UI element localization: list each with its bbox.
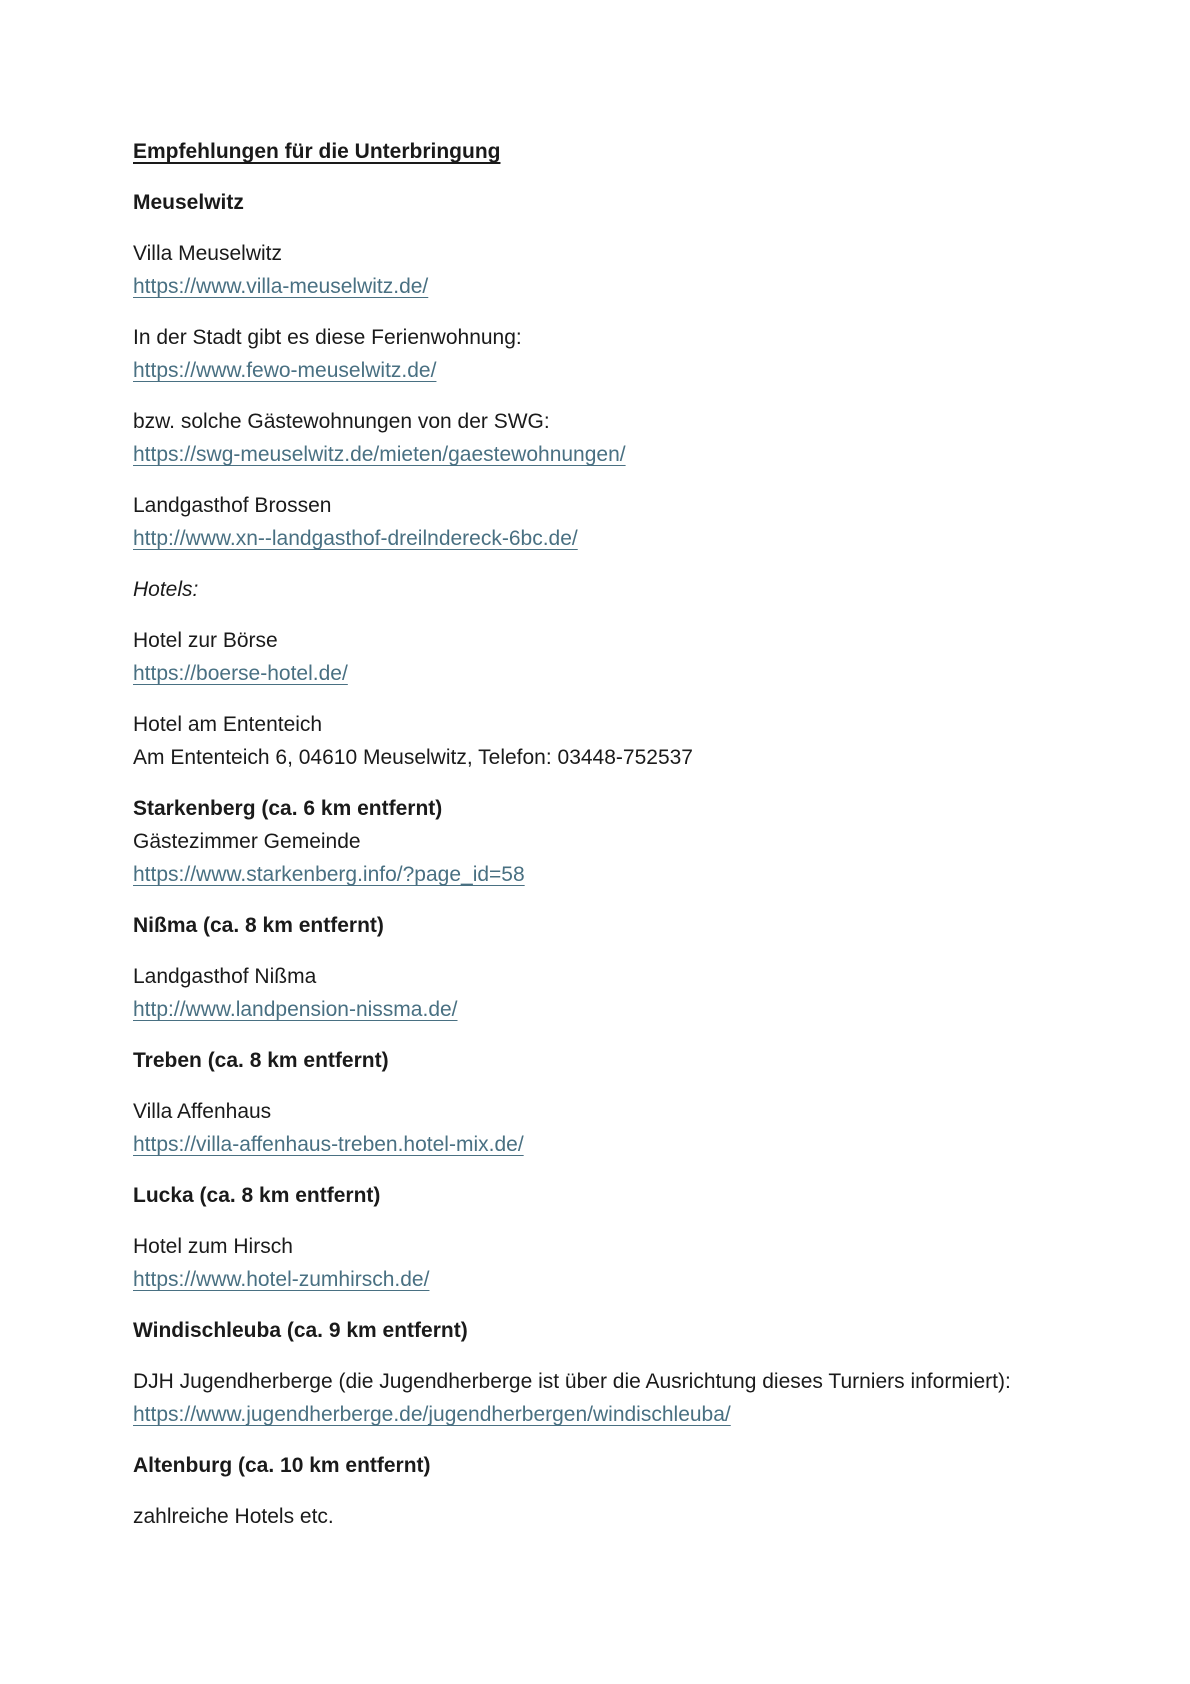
section-heading-meuselwitz: Meuselwitz	[133, 191, 244, 214]
entry-landgasthof-brossen-name: Landgasthof Brossen	[133, 494, 332, 517]
entry-villa-affenhaus	[133, 1095, 1057, 1161]
section-heading-starkenberg: Starkenberg (ca. 6 km entfernt)	[133, 797, 443, 820]
entry-swg-gaestewohnungen	[133, 405, 1057, 471]
link-fewo-meuselwitz[interactable]: https://www.fewo-meuselwitz.de/	[133, 359, 437, 382]
entry-ferienwohnung-intro: In der Stadt gibt es diese Ferienwohnung:	[133, 326, 522, 349]
entry-landgasthof-nissma	[133, 960, 1057, 1026]
entry-hotel-zum-hirsch-name: Hotel zum Hirsch	[133, 1235, 293, 1258]
link-jugendherberge-windischleuba[interactable]: https://www.jugendherberge.de/jugendherbergen/windischleuba/	[133, 1403, 731, 1426]
section-heading-altenburg: Altenburg (ca. 10 km entfernt)	[133, 1454, 431, 1477]
document-title: Empfehlungen für die Unterbringung	[133, 140, 501, 163]
entry-hotel-am-ententeich	[133, 708, 1057, 774]
link-swg-meuselwitz[interactable]: https://swg-meuselwitz.de/mieten/gaestewohnungen/	[133, 443, 626, 466]
entry-djh-jugendherberge-text: DJH Jugendherberge (die Jugendherberge ist über die Ausrichtung dieses Turniers informiert):	[133, 1370, 1011, 1393]
section-heading-treben: Treben (ca. 8 km entfernt)	[133, 1049, 389, 1072]
entry-swg-intro: bzw. solche Gästewohnungen von der SWG:	[133, 410, 550, 433]
link-villa-affenhaus[interactable]: https://villa-affenhaus-treben.hotel-mix.de/	[133, 1133, 524, 1156]
entry-villa-meuselwitz-name: Villa Meuselwitz	[133, 242, 282, 265]
entry-ferienwohnung	[133, 321, 1057, 387]
entry-hotel-zur-boerse-name: Hotel zur Börse	[133, 629, 278, 652]
entry-villa-meuselwitz	[133, 237, 1057, 303]
section-starkenberg	[133, 792, 1057, 891]
entry-villa-affenhaus-name: Villa Affenhaus	[133, 1100, 272, 1123]
link-boerse-hotel[interactable]: https://boerse-hotel.de/	[133, 662, 348, 685]
link-villa-meuselwitz[interactable]: https://www.villa-meuselwitz.de/	[133, 275, 429, 298]
entry-hotel-am-ententeich-name: Hotel am Ententeich	[133, 713, 323, 736]
entry-hotel-am-ententeich-address: Am Ententeich 6, 04610 Meuselwitz, Telefon: 03448-752537	[133, 746, 693, 769]
entry-hotel-zur-boerse	[133, 624, 1057, 690]
section-heading-nissma: Nißma (ca. 8 km entfernt)	[133, 914, 384, 937]
link-landgasthof-brossen[interactable]: http://www.xn--landgasthof-dreilndereck-6bc.de/	[133, 527, 578, 550]
section-heading-windischleuba: Windischleuba (ca. 9 km entfernt)	[133, 1319, 468, 1342]
entry-gaestezimmer-gemeinde: Gästezimmer Gemeinde	[133, 830, 361, 853]
link-hotel-zumhirsch[interactable]: https://www.hotel-zumhirsch.de/	[133, 1268, 430, 1291]
entry-landgasthof-nissma-name: Landgasthof Nißma	[133, 965, 317, 988]
entry-altenburg-note: zahlreiche Hotels etc.	[133, 1505, 334, 1528]
link-starkenberg[interactable]: https://www.starkenberg.info/?page_id=58	[133, 863, 525, 886]
entry-landgasthof-brossen	[133, 489, 1057, 555]
entry-djh-jugendherberge	[133, 1365, 1057, 1431]
section-heading-lucka: Lucka (ca. 8 km entfernt)	[133, 1184, 381, 1207]
hotels-label: Hotels:	[133, 578, 199, 601]
link-landpension-nissma[interactable]: http://www.landpension-nissma.de/	[133, 998, 458, 1021]
entry-hotel-zum-hirsch	[133, 1230, 1057, 1296]
